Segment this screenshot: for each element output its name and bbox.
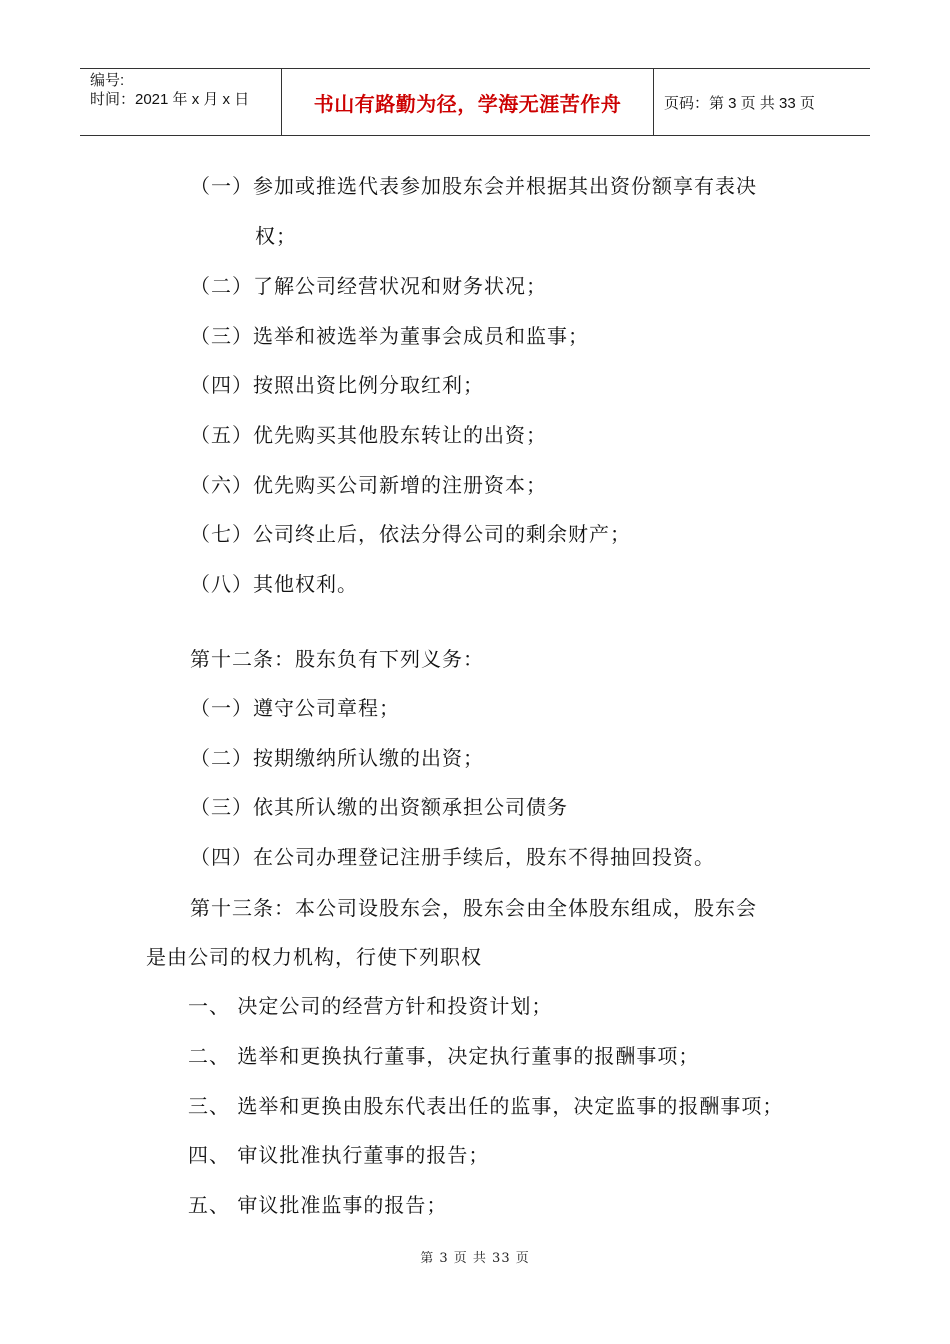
right-item-5: （五）优先购买其他股东转让的出资； (190, 423, 547, 447)
right-item-4: （四）按照出资比例分取红利； (190, 373, 484, 397)
right-item-3: （三）选举和被选举为董事会成员和监事； (190, 324, 589, 348)
right-item-1: （一）参加或推选代表参加股东会并根据其出资份额享有表决 (190, 174, 757, 198)
right-item-7: （七）公司终止后，依法分得公司的剩余财产； (190, 522, 631, 546)
power-item-3: 三、 选举和更换由股东代表出任的监事，决定监事的报酬事项； (188, 1094, 784, 1118)
duty-item-2: （二）按期缴纳所认缴的出资； (190, 746, 484, 770)
right-item-2: （二）了解公司经营状况和财务状况； (190, 274, 547, 298)
power-item-1: 一、 决定公司的经营方针和投资计划； (188, 994, 553, 1018)
power-item-2: 二、 选举和更换执行董事，决定执行董事的报酬事项； (188, 1044, 700, 1068)
header-time-label: 时间：2021 年 x 月 x 日 (90, 91, 250, 108)
article-13-line-2: 是由公司的权力机构，行使下列职权 (146, 945, 482, 969)
article-13-line-1: 第十三条：本公司设股东会，股东会由全体股东组成，股东会 (190, 896, 757, 920)
power-item-5: 五、 审议批准监事的报告； (188, 1193, 448, 1217)
right-item-6: （六）优先购买公司新增的注册资本； (190, 473, 547, 497)
header-meta (80, 69, 282, 135)
header-number-label: 编号: (90, 72, 125, 89)
right-item-1-continuation: 权； (255, 224, 297, 248)
page-header (80, 68, 870, 136)
page-footer: 第 3 页 共 33 页 (420, 1251, 530, 1266)
duty-item-1: （一）遵守公司章程； (190, 696, 400, 720)
duty-item-3: （三）依其所认缴的出资额承担公司债务 (190, 795, 568, 819)
duty-item-4: （四）在公司办理登记注册手续后，股东不得抽回投资。 (190, 845, 715, 869)
article-12-title: 第十二条：股东负有下列义务： (190, 647, 484, 671)
power-item-4: 四、 审议批准执行董事的报告； (188, 1143, 490, 1167)
right-item-8: （八）其他权利。 (190, 572, 358, 596)
header-motto: 书山有路勤为径，学海无涯苦作舟 (282, 69, 654, 135)
header-page-label: 页码：第 3 页 共 33 页 (664, 94, 815, 112)
